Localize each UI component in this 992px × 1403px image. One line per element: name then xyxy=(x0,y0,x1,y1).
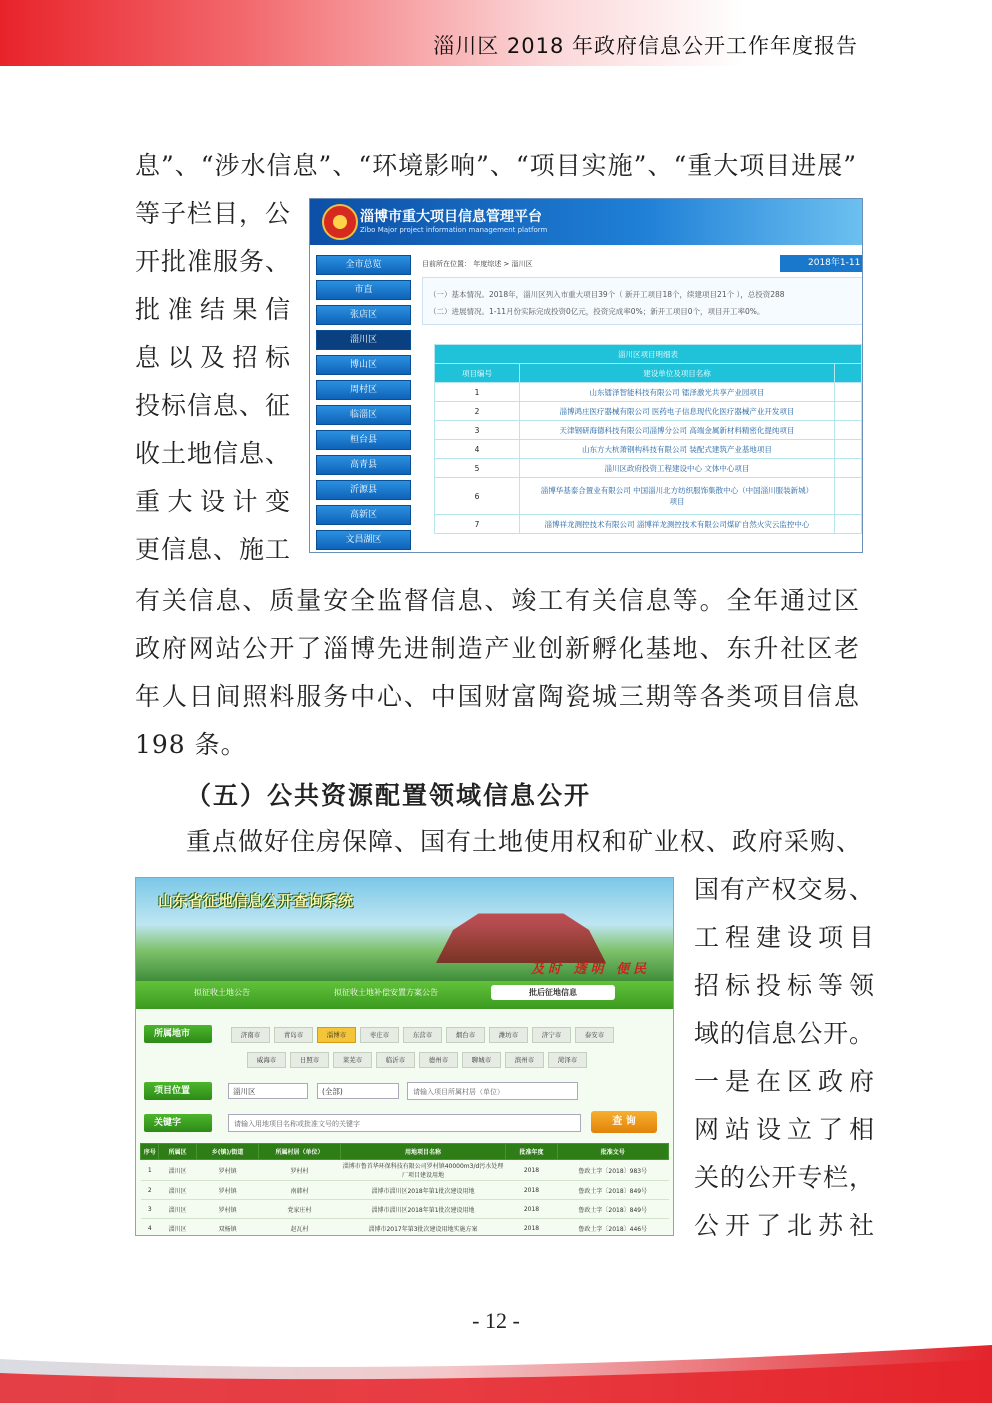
paragraph-line: 国有产权交易、 xyxy=(694,875,874,904)
tab-compensation-notice[interactable]: 拟征收土地补偿安置方案公告 xyxy=(334,988,438,997)
table-cell: 罗村镇 xyxy=(196,1200,258,1219)
nav-item-district[interactable]: 高新区 xyxy=(316,505,411,525)
report-title: 淄川区 2018 年政府信息公开工作年度报告 xyxy=(433,34,858,58)
paragraph-line: 投标信息、征 xyxy=(135,391,290,420)
paragraph-line: 域的信息公开。 xyxy=(694,1019,874,1048)
project-extra xyxy=(835,383,862,402)
col-header: 乡(镇)/街道 xyxy=(196,1144,258,1160)
nav-item-district[interactable]: 市直 xyxy=(316,280,411,300)
tab-approved-info[interactable]: 批后征地信息 xyxy=(491,985,615,1000)
town-select[interactable]: (全部) xyxy=(317,1083,399,1099)
district-select[interactable]: 淄川区 xyxy=(228,1083,308,1099)
project-name-text: 山东方大杭萧钢构科技有限公司 装配式建筑产业基地项目 xyxy=(582,444,772,454)
paragraph-line: 公开了北苏社 xyxy=(694,1211,874,1240)
paragraph-line: 息”、“涉水信息”、“环境影响”、“项目实施”、“重大项目进展” xyxy=(135,151,858,180)
table-row xyxy=(435,459,862,478)
project-name[interactable] xyxy=(520,402,835,421)
paragraph-line: 息以及招标 xyxy=(135,343,290,372)
col-header: 所属区 xyxy=(159,1144,196,1160)
project-name[interactable] xyxy=(520,421,835,440)
paragraph-line: 政府网站公开了淄博先进制造产业创新孵化基地、东升社区老 xyxy=(135,634,859,663)
project-table xyxy=(434,344,862,534)
col-header: 批准文号 xyxy=(557,1144,668,1160)
table-cell: 鲁政土字〔2018〕849号 xyxy=(557,1181,668,1200)
section-heading: （五）公共资源配置领域信息公开 xyxy=(186,781,592,810)
village-input[interactable]: 请输入项目所属村居（单位） xyxy=(407,1082,578,1100)
paragraph-line: 有关信息、质量安全监督信息、竣工有关信息等。全年通过区 xyxy=(135,586,859,615)
table-row xyxy=(435,383,862,402)
table-row xyxy=(141,1181,669,1200)
table-row xyxy=(435,478,862,515)
project-extra xyxy=(835,402,862,421)
table-row xyxy=(141,1160,669,1181)
table-cell: 鲁政土字〔2018〕446号 xyxy=(557,1219,668,1237)
city-option[interactable]: 东营市 xyxy=(403,1027,442,1043)
table-cell[interactable]: 淄博市淄川区2018年第1批次建设用地 xyxy=(340,1200,506,1219)
city-option[interactable]: 潍坊市 xyxy=(489,1027,528,1043)
table-cell: 淄川区 xyxy=(159,1181,196,1200)
city-option[interactable]: 菏泽市 xyxy=(548,1052,587,1068)
table-cell: 罗村镇 xyxy=(196,1181,258,1200)
city-option[interactable]: 烟台市 xyxy=(446,1027,485,1043)
paragraph-line: 重大设计变 xyxy=(135,487,290,516)
table-cell: 淄川区 xyxy=(159,1219,196,1237)
table-cell: 4 xyxy=(141,1219,159,1237)
project-no: 3 xyxy=(435,421,520,440)
paragraph-line: 招标投标等领 xyxy=(694,971,874,1000)
table-row xyxy=(435,421,862,440)
nav-item-district[interactable]: 桓台县 xyxy=(316,430,411,450)
paragraph-line: 198 条。 xyxy=(135,730,247,759)
city-option[interactable]: 济宁市 xyxy=(532,1027,571,1043)
col-header: 批准年度 xyxy=(506,1144,557,1160)
city-option[interactable]: 滨州市 xyxy=(505,1052,544,1068)
paragraph-line: 收土地信息、 xyxy=(135,439,290,468)
nav-item-district[interactable]: 沂源县 xyxy=(316,480,411,500)
project-extra xyxy=(835,421,862,440)
project-no: 4 xyxy=(435,440,520,459)
paragraph-line: 工程建设项目 xyxy=(694,923,874,952)
nav-item-district[interactable]: 文昌湖区 xyxy=(316,530,411,550)
project-name[interactable] xyxy=(520,383,835,402)
land-query-title: 山东省征地信息公开查询系统 xyxy=(158,892,354,910)
project-extra xyxy=(835,459,862,478)
city-option[interactable]: 济南市 xyxy=(231,1027,270,1043)
table-cell: 双杨镇 xyxy=(196,1219,258,1237)
col-header: 所属村居（单位） xyxy=(259,1144,340,1160)
paragraph-line: 批准结果信 xyxy=(135,295,290,324)
project-extra xyxy=(835,440,862,459)
col-project-no: 项目编号 xyxy=(435,364,520,383)
table-row xyxy=(435,402,862,421)
city-option[interactable]: 日照市 xyxy=(290,1052,329,1068)
paragraph-line: 等子栏目，公 xyxy=(135,199,290,228)
platform-title: 淄博市重大项目信息管理平台 xyxy=(360,209,542,225)
table-row xyxy=(141,1219,669,1237)
project-name-text-cont: 项目 xyxy=(669,497,685,506)
project-name[interactable] xyxy=(520,440,835,459)
slogan: 及时 透明 便民 xyxy=(531,962,651,977)
summary-box xyxy=(422,277,863,325)
table-cell[interactable]: 淄博市淄川区2018年第1批次建设用地 xyxy=(340,1181,506,1200)
summary-basic: （一）基本情况。2018年，淄川区列入市重大项目39个（ 新开工项目18个，续建项目21个 ），总投资288 xyxy=(429,290,785,299)
table-cell[interactable]: 淄博市2017年第3批次建设用地实施方案 xyxy=(340,1219,506,1237)
date-range: 2018年1-11 xyxy=(780,255,862,272)
keyword-label: 关键字 xyxy=(144,1114,212,1132)
city-label: 所属地市 xyxy=(144,1025,212,1043)
table-cell: 罗村村 xyxy=(259,1160,340,1181)
platform-subtitle: Zibo Major project information management platform xyxy=(360,226,548,234)
project-no: 2 xyxy=(435,402,520,421)
table-cell: 南韩村 xyxy=(259,1181,340,1200)
nav-item-district[interactable]: 临淄区 xyxy=(316,405,411,425)
footer-band xyxy=(0,1345,992,1403)
table-row xyxy=(141,1200,669,1219)
location-label: 项目位置 xyxy=(144,1082,212,1100)
national-emblem-icon xyxy=(322,204,358,240)
city-option[interactable]: 莱芜市 xyxy=(333,1052,372,1068)
table-cell: 罗村镇 xyxy=(196,1160,258,1181)
table-cell: 2018 xyxy=(506,1200,557,1219)
table-row xyxy=(435,440,862,459)
table-cell: 2018 xyxy=(506,1219,557,1237)
city-option[interactable]: 淄博市 xyxy=(317,1027,356,1043)
nav-item-district[interactable]: 周村区 xyxy=(316,380,411,400)
col-header: 用地项目名称 xyxy=(340,1144,506,1160)
page-number: - 12 - xyxy=(472,1308,520,1333)
keyword-input[interactable]: 请输入用地项目名称或批准文号的关键字 xyxy=(228,1114,581,1132)
project-name[interactable] xyxy=(520,478,835,515)
paragraph-line: 重点做好住房保障、国有土地使用权和矿业权、政府采购、 xyxy=(186,827,863,856)
project-name[interactable] xyxy=(520,515,835,534)
table-cell: 赵瓦村 xyxy=(259,1219,340,1237)
land-query-banner xyxy=(136,878,673,981)
nav-item-district[interactable]: 全市总览 xyxy=(316,255,411,275)
city-option[interactable]: 威海市 xyxy=(247,1052,286,1068)
land-query-tabs xyxy=(136,981,673,1009)
city-option[interactable]: 泰安市 xyxy=(575,1027,614,1043)
paragraph-line: 网站设立了相 xyxy=(694,1115,874,1144)
city-option[interactable]: 枣庄市 xyxy=(360,1027,399,1043)
project-name-text: 淄博华基泰合置业有限公司 中国淄川北方纺织服饰集散中心（中国淄川服装新城） xyxy=(540,486,814,495)
table-cell: 党家庄村 xyxy=(259,1200,340,1219)
table-cell: 1 xyxy=(141,1160,159,1181)
project-table-title: 淄川区项目明细表 xyxy=(435,345,862,364)
table-cell: 2018 xyxy=(506,1181,557,1200)
project-platform-screenshot xyxy=(309,198,863,553)
nav-item-district[interactable]: 张店区 xyxy=(316,305,411,325)
table-cell: 3 xyxy=(141,1200,159,1219)
paragraph-line: 开批准服务、 xyxy=(135,247,290,276)
project-name-text: 淄博鸿庄医疗器械有限公司 医药电子信息现代化医疗器械产业开发项目 xyxy=(559,406,795,416)
paragraph-line: 关的公开专栏， xyxy=(694,1163,874,1192)
platform-banner xyxy=(310,199,862,245)
breadcrumb: 目前所在位置： 年度综述 > 淄川区 xyxy=(422,260,533,268)
project-no: 5 xyxy=(435,459,520,478)
city-option[interactable]: 临沂市 xyxy=(376,1052,415,1068)
table-cell: 鲁政土字〔2018〕983号 xyxy=(557,1160,668,1181)
pavilion-illustration xyxy=(436,908,606,963)
land-query-screenshot xyxy=(135,877,674,1236)
col-extra xyxy=(835,364,862,383)
col-header: 序号 xyxy=(141,1144,159,1160)
nav-item-district[interactable]: 博山区 xyxy=(316,355,411,375)
paragraph-line: 年人日间照料服务中心、中国财富陶瓷城三期等各类项目信息 xyxy=(135,682,859,711)
project-extra xyxy=(835,478,862,515)
paragraph-line: 一是在区政府 xyxy=(694,1067,874,1096)
land-table xyxy=(140,1143,669,1236)
table-row xyxy=(435,515,862,534)
project-name[interactable] xyxy=(520,459,835,478)
project-no: 6 xyxy=(435,478,520,515)
table-cell: 鲁政土字〔2018〕849号 xyxy=(557,1200,668,1219)
city-option[interactable]: 聊城市 xyxy=(462,1052,501,1068)
table-cell[interactable]: 淄博市鲁首华环保科技有限公司罗村镇40000m3/d污水处理厂项目建设用地 xyxy=(340,1160,506,1181)
project-extra xyxy=(835,515,862,534)
project-no: 1 xyxy=(435,383,520,402)
city-option[interactable]: 德州市 xyxy=(419,1052,458,1068)
table-cell: 2 xyxy=(141,1181,159,1200)
col-project-name: 建设单位及项目名称 xyxy=(520,364,835,383)
project-name-text: 淄川区政府投资工程建设中心 文体中心项目 xyxy=(604,463,750,473)
project-name-text: 山东镭泽智能科技有限公司 镭泽激光共享产业园项目 xyxy=(589,387,765,397)
search-button[interactable]: 查 询 xyxy=(591,1111,657,1133)
table-cell: 淄川区 xyxy=(159,1160,196,1181)
nav-item-district[interactable]: 淄川区 xyxy=(316,330,411,350)
nav-item-district[interactable]: 高青县 xyxy=(316,455,411,475)
tab-proposed-notice[interactable]: 拟征收土地公告 xyxy=(194,988,250,997)
table-cell: 淄川区 xyxy=(159,1200,196,1219)
summary-progress: （二）进展情况。1-11月份实际完成投资0亿元，投资完成率0%；新开工项目0个，项目开工率0%。 xyxy=(429,307,765,316)
project-name-text: 淄博祥龙测控技术有限公司 淄博祥龙测控技术有限公司煤矿自然火灾云监控中心 xyxy=(544,519,810,529)
project-name-text: 天津钢研海德科技有限公司淄博分公司 高端金属新材料精密化提纯项目 xyxy=(559,425,795,435)
city-option[interactable]: 青岛市 xyxy=(274,1027,313,1043)
paragraph-line: 更信息、施工 xyxy=(135,535,290,564)
project-no: 7 xyxy=(435,515,520,534)
table-cell: 2018 xyxy=(506,1160,557,1181)
